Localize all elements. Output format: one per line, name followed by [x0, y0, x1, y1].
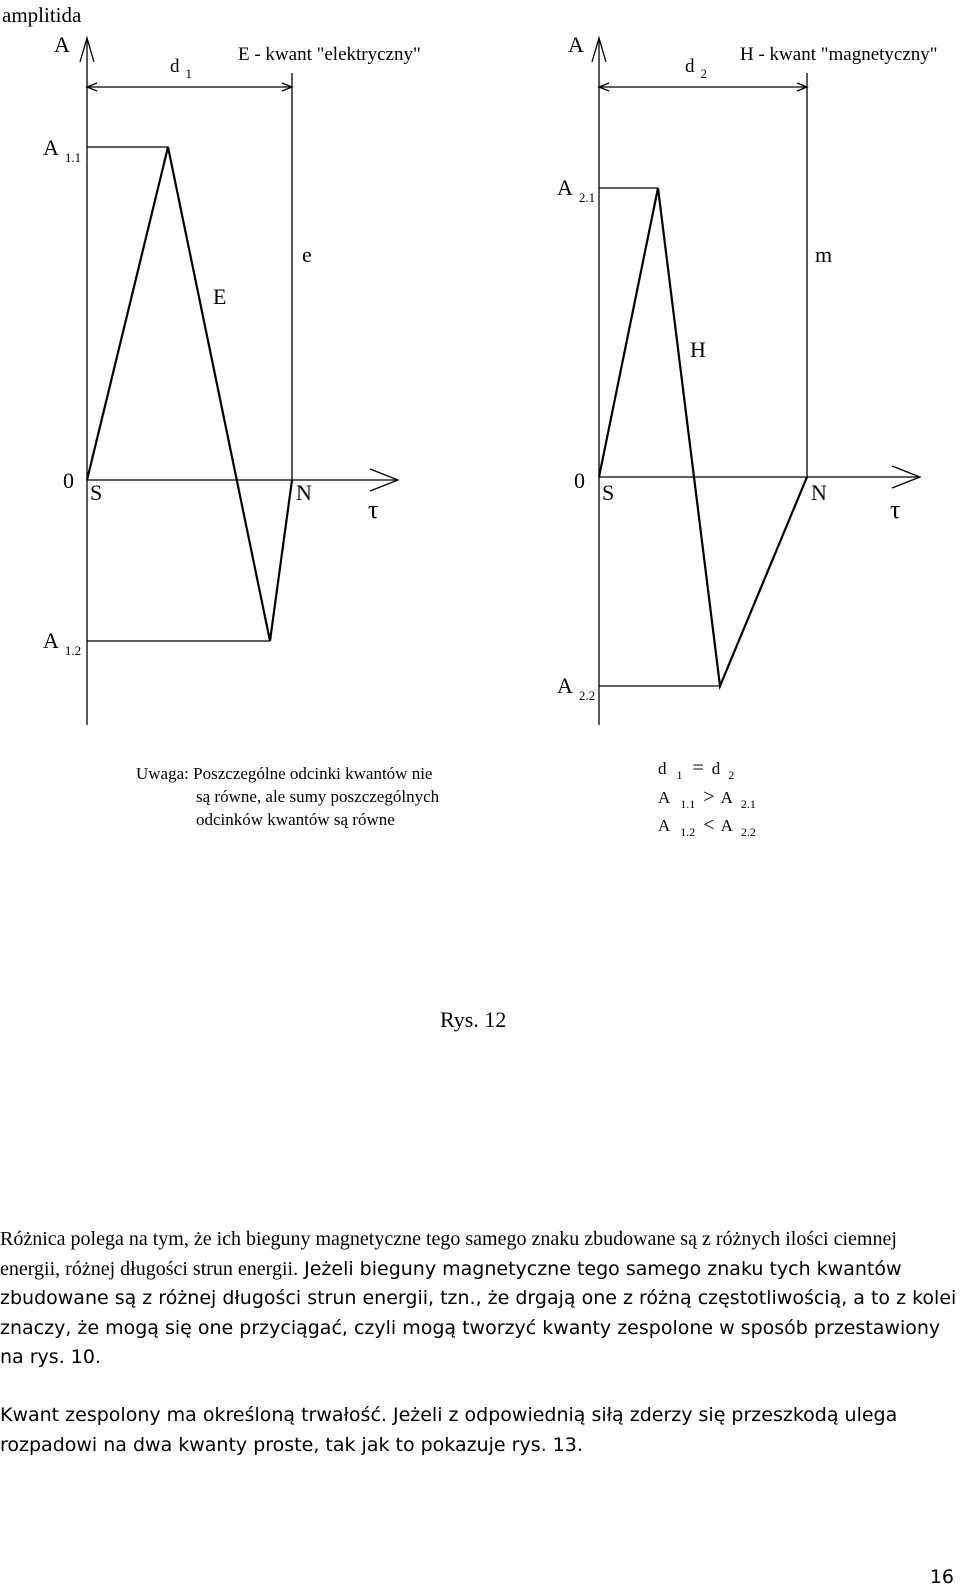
left-south-label: S — [90, 480, 103, 505]
a12-label: A $_{1.2}$ — [43, 628, 82, 658]
relations — [658, 757, 756, 839]
left-time-label: τ — [368, 495, 379, 524]
page-number: 16 — [929, 1566, 954, 1588]
relation-a-upper: A $_{1.1}$ > A $_{2.1}$ — [658, 786, 756, 811]
a11-label: A $_{1.1}$ — [43, 135, 82, 165]
magnetic-quantum-labels — [557, 32, 938, 703]
a22-label: A $_{2.2}$ — [557, 673, 596, 703]
right-south-label: S — [602, 480, 615, 505]
left-zero-label: 0 — [63, 468, 74, 493]
h-wave-label: H — [690, 337, 706, 362]
right-time-label: τ — [890, 495, 901, 524]
electric-quantum-panel — [80, 38, 398, 725]
d2-label: d $_2$ — [685, 56, 707, 81]
left-axis-label: A — [54, 32, 70, 57]
right-zero-label: 0 — [574, 468, 585, 493]
e-waveform — [87, 147, 292, 641]
amplitude-label: amplitida — [2, 3, 82, 27]
right-title: H - kwant "magnetyczny" — [740, 44, 938, 65]
m-line-label: m — [815, 242, 833, 267]
relation-d: d $_1$ = d $_2$ — [658, 757, 735, 782]
note-line-2: są równe, ale sumy poszczególnych — [196, 787, 440, 806]
note-line-1: Uwaga: Poszczególne odcinki kwantów nie — [136, 764, 433, 783]
paragraph-2: Kwant zespolony ma określoną trwałość. Jeżeli z odpowiednią siłą zderzy się przeszkodą ulega rozpadowi na dwa kwanty proste, tak jak to pokazuje rys. 13. — [0, 1404, 898, 1456]
e-line-label: e — [302, 242, 312, 267]
paragraph-1-part-2: Jeżeli bieguny magnetyczne tego samego znaku tych kwantów zbudowane są z różnej długości strun energii, tzn., że drgają one z różną częstotliwością, a to z kolei znaczy, że mogą się one przyciągać, czyli mogą tworzyć kwanty zespolone w sposób przestawiony na rys. 10. — [0, 1257, 957, 1368]
figure-note — [136, 764, 440, 829]
magnetic-quantum-panel — [592, 38, 920, 725]
left-title: E - kwant "elektryczny" — [238, 44, 421, 65]
right-axis-label: A — [568, 32, 584, 57]
paragraph-1 — [0, 1225, 960, 1373]
electric-quantum-labels — [43, 32, 421, 658]
left-north-label: N — [296, 480, 312, 505]
relation-a-lower: A $_{1.2}$ < A $_{2.2}$ — [658, 814, 756, 839]
note-line-3: odcinków kwantów są równe — [196, 810, 395, 829]
right-north-label: N — [811, 480, 827, 505]
figure-caption: Rys. 12 — [440, 1007, 507, 1032]
h-waveform — [599, 188, 807, 686]
a21-label: A $_{2.1}$ — [557, 175, 596, 205]
e-wave-label: E — [213, 284, 227, 309]
d1-label: d $_1$ — [170, 56, 192, 81]
paragraph-1-part-1: Różnica polega na tym, że ich bieguny magnetyczne tego samego znaku zbudowane są z różnych ilości ciemnej energii, różnej długości strun energii. — [0, 1228, 897, 1280]
